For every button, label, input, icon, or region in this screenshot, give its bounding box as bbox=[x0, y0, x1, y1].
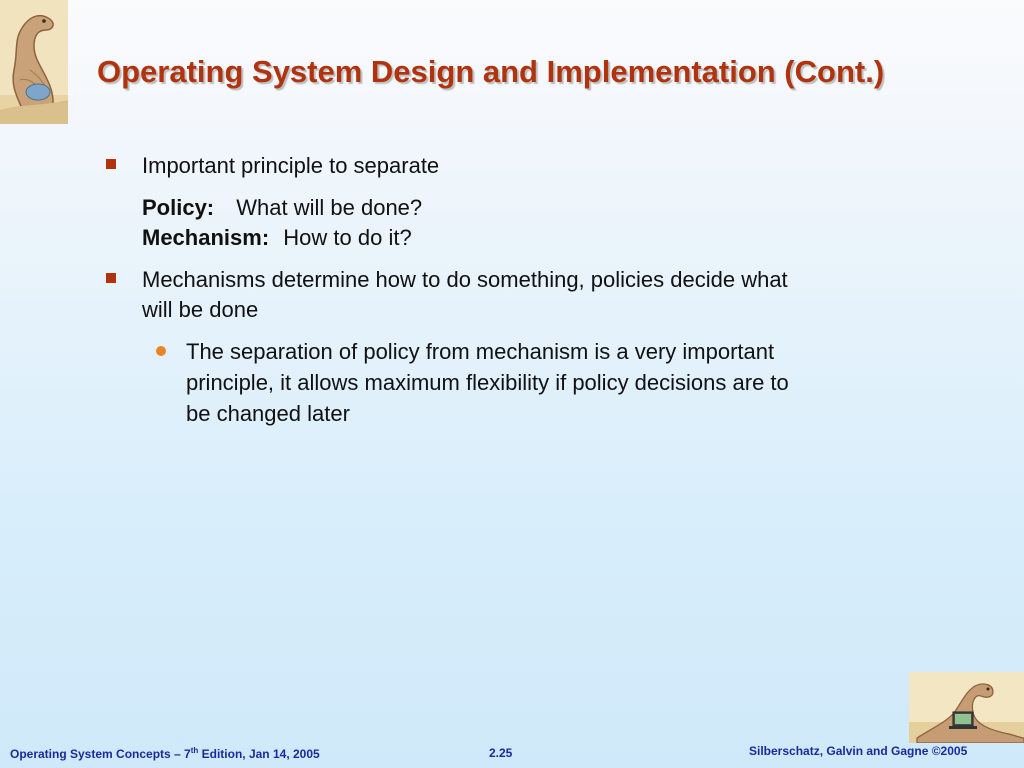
policy-line bbox=[142, 192, 422, 223]
sub-bullet-line1: The separation of policy from mechanism is a very important bbox=[186, 339, 775, 364]
footer-left-sup: th bbox=[190, 746, 199, 755]
footer-authors: Silberschatz, Galvin and Gagne ©2005 bbox=[749, 744, 968, 758]
square-bullet-icon bbox=[106, 159, 116, 169]
bullet-mechanisms-line2: will be done bbox=[142, 297, 259, 322]
sub-bullet-line3: be changed later bbox=[186, 401, 350, 426]
round-bullet-icon bbox=[156, 346, 166, 356]
mechanism-text: How to do it? bbox=[283, 225, 412, 250]
footer-course-title bbox=[10, 746, 320, 761]
mechanism-label: Mechanism: bbox=[142, 225, 270, 250]
footer-page-number: 2.25 bbox=[489, 746, 513, 760]
footer-left-prefix: Operating System Concepts – 7 bbox=[10, 747, 191, 761]
bullet-mechanisms-line1: Mechanisms determine how to do something, policies decide what bbox=[142, 267, 788, 292]
policy-label: Policy: bbox=[142, 195, 215, 220]
policy-text: What will be done? bbox=[236, 195, 423, 220]
footer-left-suffix: Edition, Jan 14, 2005 bbox=[198, 747, 320, 761]
square-bullet-icon bbox=[106, 273, 116, 283]
bullet-important-principle: Important principle to separate bbox=[142, 153, 440, 178]
mechanism-line bbox=[142, 222, 412, 253]
slide-title: Operating System Design and Implementation (Cont.) bbox=[97, 54, 885, 89]
sub-bullet-line2: principle, it allows maximum flexibility if policy decisions are to bbox=[186, 370, 789, 395]
